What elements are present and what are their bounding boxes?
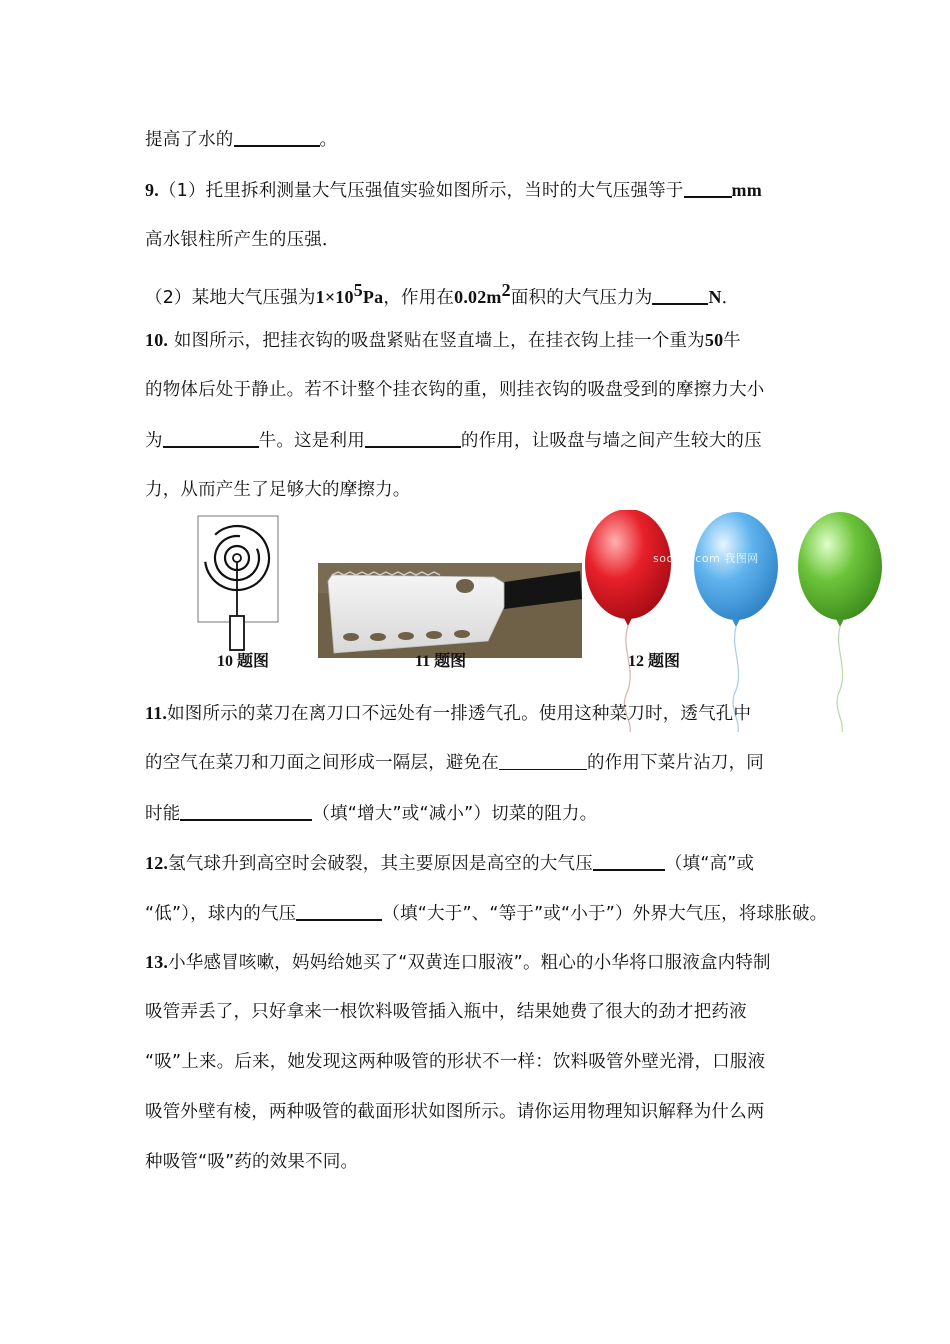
- question-10-line-3: 为 牛。这是利用 的作用，让吸盘与墙之间产生较大的压: [145, 428, 810, 453]
- air-hole: [398, 632, 414, 640]
- question-13-line-2: 吸管弄丢了，只好拿来一根饮料吸管插入瓶中，结果她费了很大的劲才把药液: [145, 1002, 747, 1022]
- answer-blank[interactable]: [296, 901, 382, 921]
- question-9-line-2: 高水银柱所产生的压强．: [145, 230, 340, 250]
- answer-blank[interactable]: [163, 428, 259, 448]
- air-hole: [343, 633, 359, 641]
- suction-hook-figure: [196, 514, 282, 660]
- suction-ring-outer: [196, 514, 281, 601]
- air-hole: [454, 630, 470, 638]
- question-11-line-2: 的空气在菜刀和刀面之间形成一隔层，避免在 的作用下菜片沾刀，同: [145, 753, 764, 773]
- caption-figure-12: 12 题图: [628, 653, 681, 670]
- answer-blank[interactable]: [180, 801, 312, 821]
- knife-blade: [328, 575, 504, 653]
- answer-blank[interactable]: [684, 178, 732, 198]
- blue-balloon-knot: [732, 619, 740, 627]
- caption-figure-10: 10 题图: [217, 653, 270, 670]
- text-line-1: 提高了水的 。: [145, 127, 810, 152]
- answer-blank[interactable]: [652, 285, 708, 305]
- answer-blank[interactable]: [234, 127, 320, 147]
- hanging-hole: [456, 579, 474, 593]
- hook-center: [233, 554, 241, 562]
- question-11: 11.如图所示的菜刀在离刀口不远处有一排透气孔。使用这种菜刀时，透气孔中: [145, 703, 752, 724]
- answer-blank[interactable]: [499, 751, 587, 770]
- green-balloon-string: [837, 627, 843, 732]
- question-13-line-5: 种吸管“吸”药的效果不同。: [145, 1152, 359, 1172]
- hanging-weight: [230, 616, 244, 650]
- answer-blank[interactable]: [365, 428, 461, 448]
- green-balloon-knot: [836, 619, 844, 627]
- cleaver-figure: [318, 563, 582, 658]
- green-balloon: [798, 512, 882, 620]
- air-hole: [426, 631, 442, 639]
- question-12-line-2: “低”），球内的气压 （填“大于”、“等于”或“小于”）外界大气压，将球胀破。: [145, 901, 810, 926]
- question-10-line-2: 的物体后处于静止。若不计整个挂衣钩的重，则挂衣钩的吸盘受到的摩擦力大小: [145, 380, 765, 400]
- blue-balloon: [694, 512, 778, 620]
- question-11-line-3: 时能 （填“增大”或“减小”）切菜的阻力。: [145, 801, 810, 826]
- question-13: 13.小华感冒咳嗽，妈妈给她买了“双黄连口服液”。粗心的小华将口服液盒内特制: [145, 952, 771, 973]
- caption-figure-11: 11 题图: [415, 653, 467, 670]
- image-watermark: soopic.com 我图网: [653, 552, 759, 565]
- air-hole: [370, 633, 386, 641]
- answer-blank[interactable]: [593, 851, 665, 871]
- question-10: 10. 如图所示，把挂衣钩的吸盘紧贴在竖直墙上，在挂衣钩上挂一个重为50牛: [145, 330, 741, 351]
- question-9-part-2: （2）某地大气压强为$1\times 10^5Pa$，作用在$0.02m^2$面积的大气压力为 N．: [145, 280, 740, 308]
- question-10-line-4: 力，从而产生了足够大的摩擦力。: [145, 480, 411, 500]
- question-9: 9.（1）托里拆利测量大气压强值实验如图所示，当时的大气压强等于 mm: [145, 180, 762, 201]
- question-13-line-4: 吸管外壁有棱，两种吸管的截面形状如图所示。请你运用物理知识解释为什么两: [145, 1102, 765, 1122]
- question-13-line-3: “吸”上来。后来，她发现这两种吸管的形状不一样：饮料吸管外壁光滑，口服液: [145, 1052, 766, 1072]
- question-12: 12.氢气球升到高空时会破裂，其主要原因是高空的大气压 （填“高”或: [145, 853, 755, 874]
- red-balloon-knot: [624, 618, 632, 626]
